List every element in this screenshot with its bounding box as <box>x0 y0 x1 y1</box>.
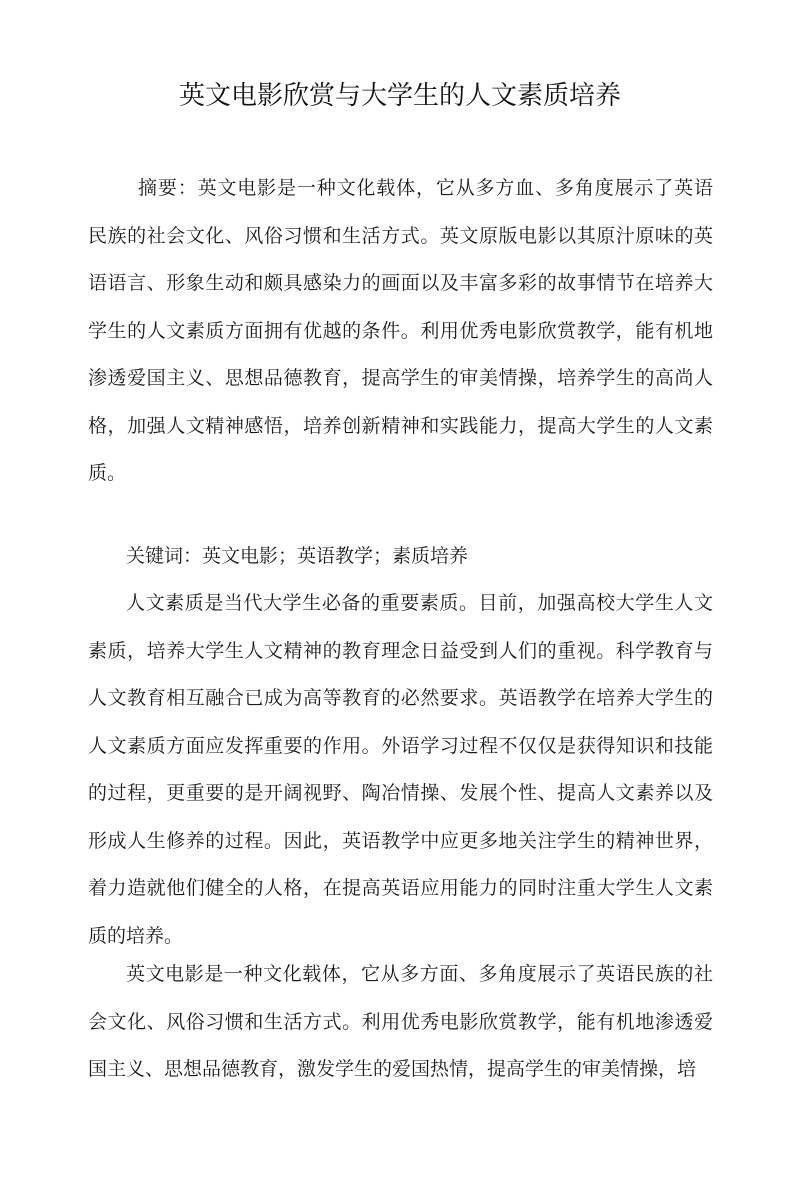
document-title: 英文电影欣赏与大学生的人文素质培养 <box>178 81 621 111</box>
keywords-line: 关键词：英文电影；英语教学；素质培养 <box>126 545 469 567</box>
body-paragraph-2: 英文电影是一种文化载体，它从多方面、多角度展示了英语民族的社会文化、风俗习惯和生活方式。利用优秀电影欣赏教学，能有机地渗透爱国主义、思想品德教育，激发学生的爱国热情，提高学生的审美情操，培 <box>88 963 713 1080</box>
abstract-paragraph: 摘要：英文电影是一种文化载体，它从多方血、多角度展示了英语 民族的社会文化、风俗习惯和生活方式。英文原版电影以其原汁原味的英 语语言、形象生动和颇具感染力的画面以及丰富多彩的故事情节在培养大 学生的人文素质方面拥有优越的条件。利用优秀电影欣赏教学，能有机地 渗透爱国主义、思想品德教育，提高学生的审美情操，培养学生的高尚人格，加强人文精神感悟，培养创新精神和实践能力，提高大学生的人文素质。 <box>88 177 713 484</box>
body-paragraph-1: 人文素质是当代大学生必备的重要素质。目前，加强高校大学生人文素质，培养大学生人文精神的教育理念日益受到人们的重视。科学教育与人文教育相互融合已成为高等教育的必然要求。英语教学在培养大学生的人文素质方面应发挥重要的作用。外语学习过程不仅仅是获得知识和技能的过程，更重要的是开阔视野、陶冶情操、发展个性、提高人文素养以及形成人生修养的过程。因此，英语教学中应更多地关注学生的精神世界，着力造就他们健全的人格，在提高英语应用能力的同时注重大学生人文素质的培养。 <box>88 592 713 947</box>
